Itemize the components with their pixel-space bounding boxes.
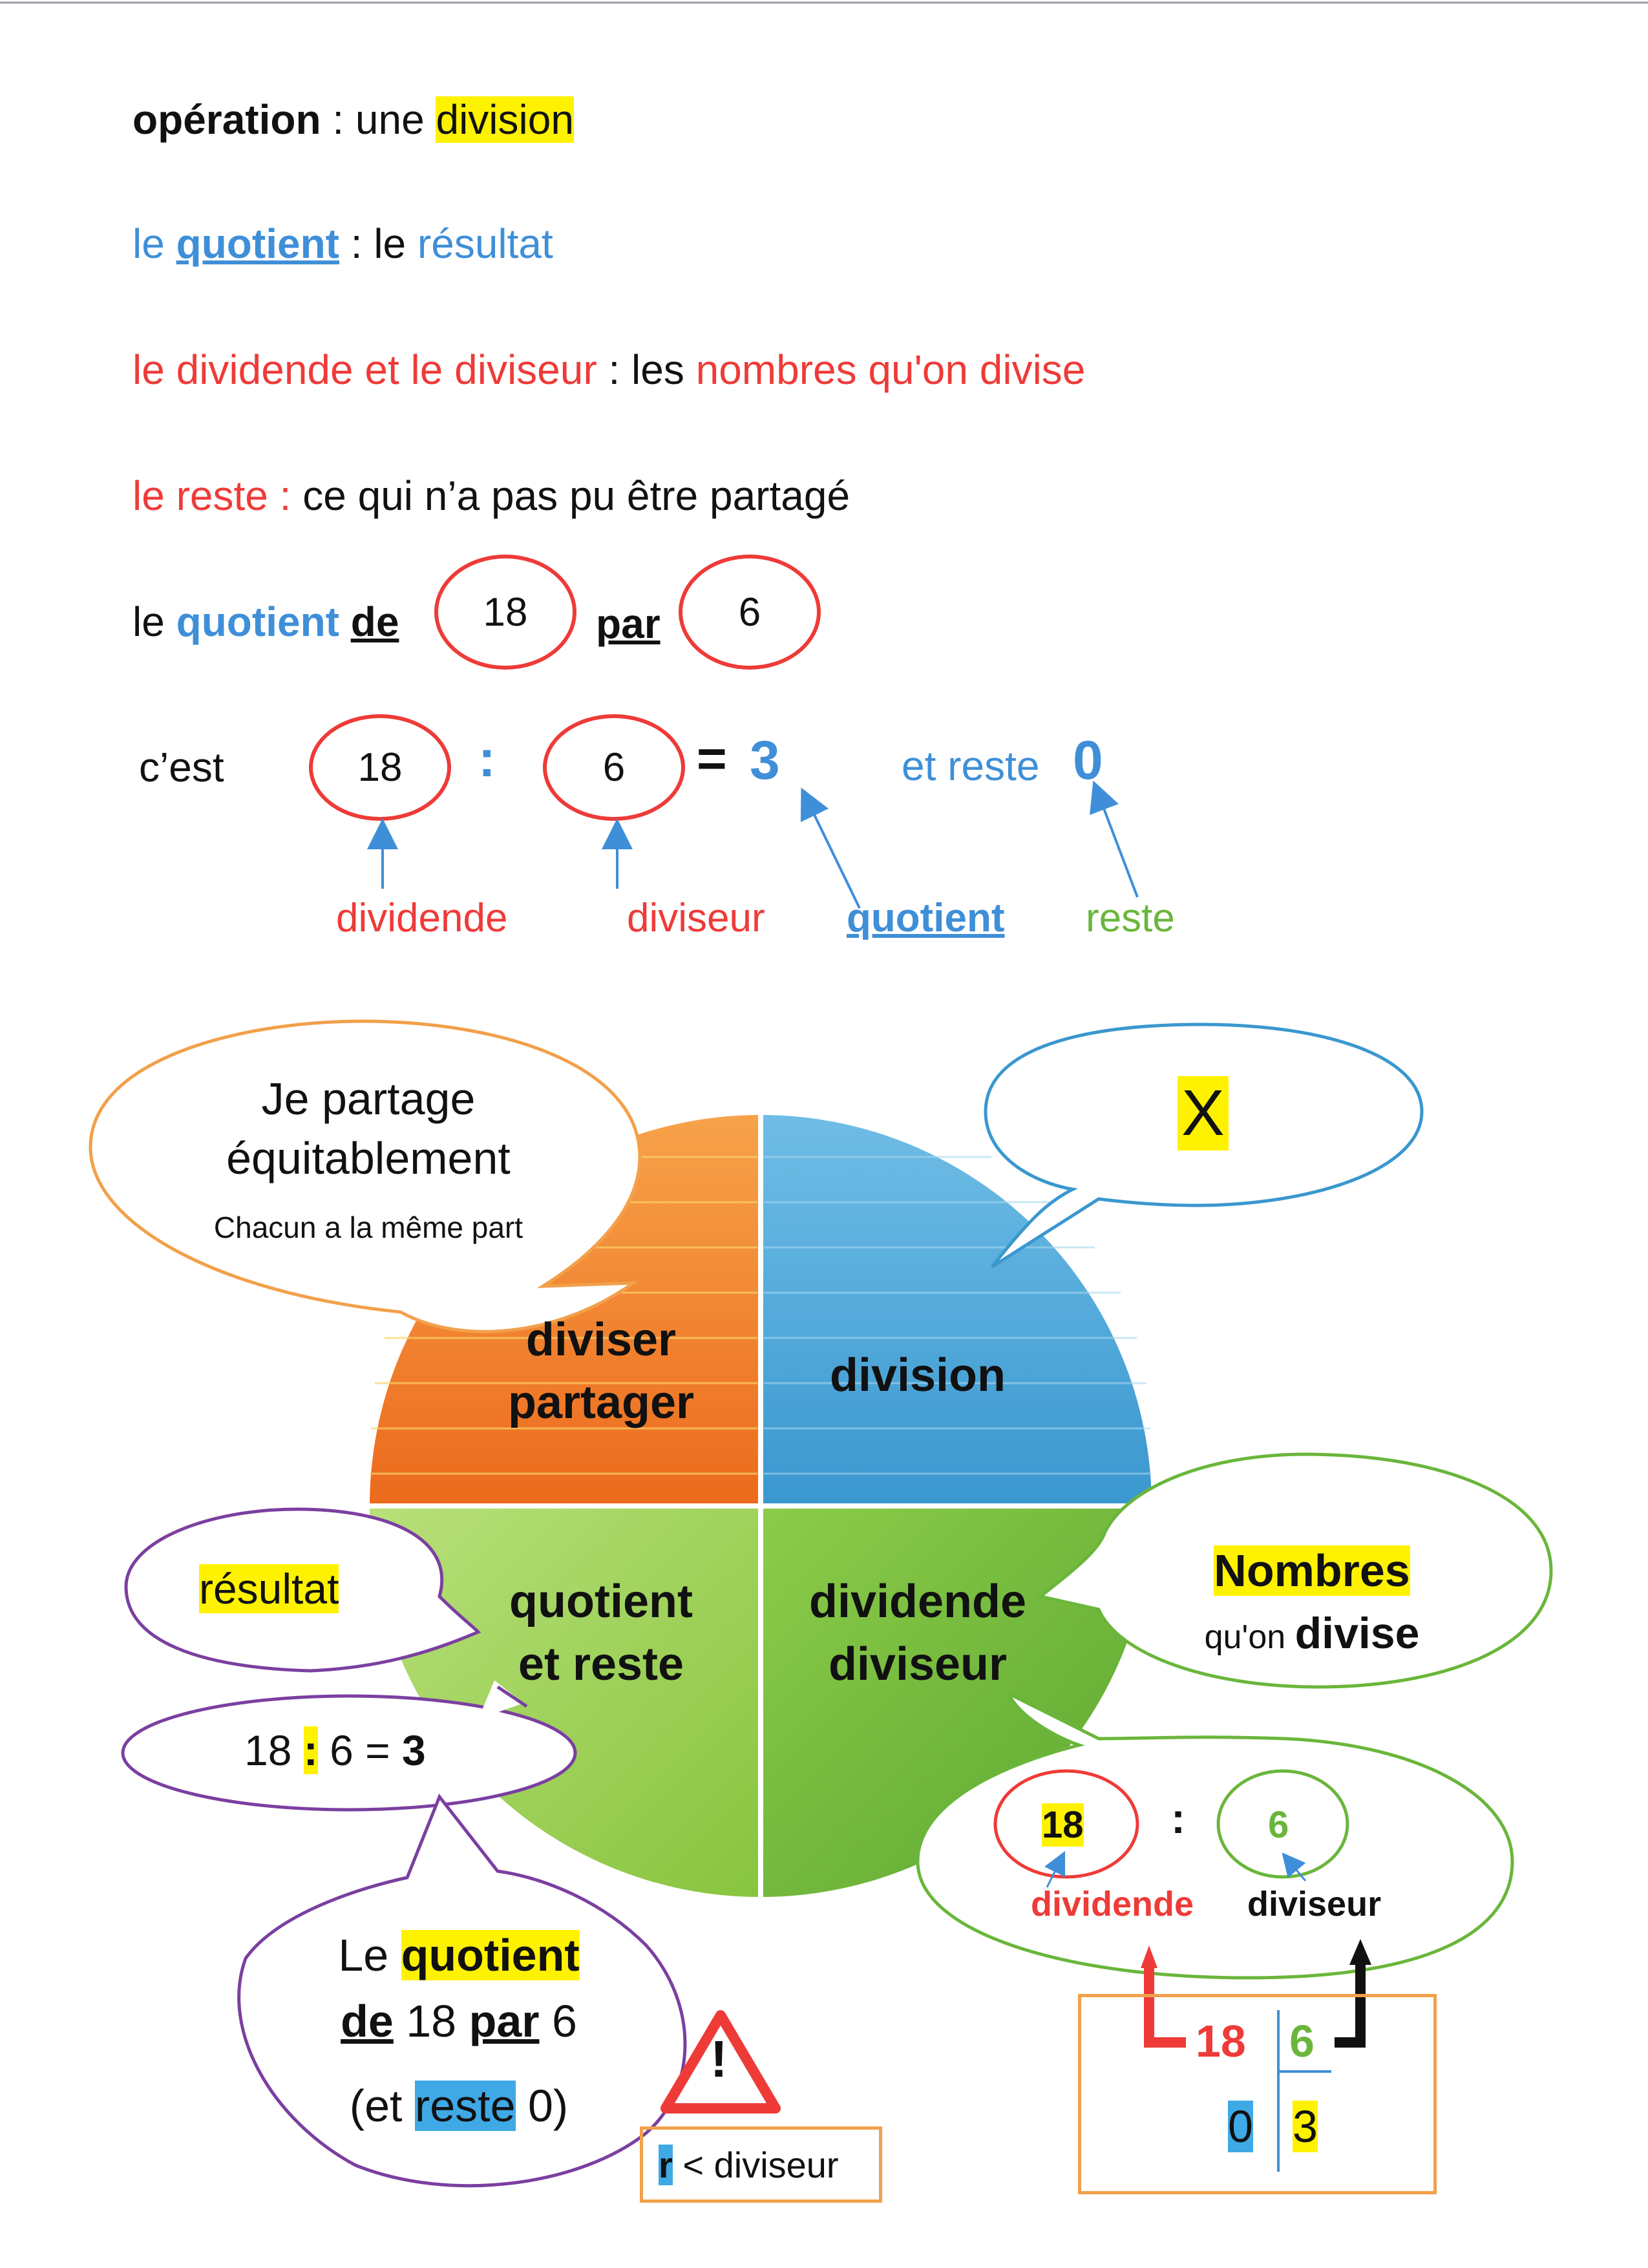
- equation-equals: =: [697, 730, 727, 787]
- qd-le: Le: [338, 1930, 401, 1980]
- qd-reste: reste: [414, 2081, 516, 2131]
- equation-result: 3: [750, 730, 780, 790]
- nombres-line2a: qu'on: [1204, 1618, 1295, 1656]
- bubble-calc-text: [244, 1726, 426, 1775]
- dd-label-dividende: dividende: [1031, 1885, 1194, 1924]
- qd-n2: 6: [539, 1995, 577, 2046]
- phrase-par: par: [596, 600, 660, 647]
- phrase-n2: 6: [738, 589, 761, 635]
- dd-n2: 6: [1268, 1804, 1289, 1846]
- qd-p1: (et: [349, 2081, 415, 2131]
- term-dividende-diviseur: le dividende et le diviseur: [132, 346, 597, 393]
- sep-operation: : une: [321, 96, 436, 143]
- arrow-reste: [1099, 795, 1137, 897]
- term-operation: opération: [132, 96, 321, 143]
- warning-text: [659, 2144, 839, 2186]
- equation-reste-value: 0: [1073, 730, 1103, 790]
- value-reste: ce qui n’a pas pu être partagé: [291, 472, 850, 519]
- long-division-box: [1078, 1994, 1437, 2194]
- wheel-q1-line1: diviser: [525, 1314, 677, 1366]
- value-resultat: résultat: [417, 220, 553, 267]
- wheel-q3-line2: et reste: [518, 1638, 684, 1691]
- warning-box: [640, 2126, 882, 2203]
- nombres-line2b: divise: [1294, 1609, 1420, 1658]
- warning-r: r: [659, 2145, 673, 2185]
- label-diviseur: diviseur: [627, 896, 765, 940]
- nombres-line1: Nombres: [1214, 1545, 1410, 1596]
- bubble-partage-text: [168, 1073, 569, 1245]
- phrase-le: le: [132, 599, 176, 645]
- dd-colon: :: [1171, 1794, 1185, 1842]
- qd-par: par: [469, 1995, 540, 2046]
- calc-c: 3: [402, 1726, 426, 1774]
- qd-de: de: [341, 1995, 394, 2046]
- sep-dividende: : les: [597, 346, 696, 393]
- calc-colon: :: [303, 1726, 318, 1774]
- equation-n2: 6: [602, 745, 626, 790]
- dd-n1: 18: [1042, 1804, 1084, 1846]
- ld-dividend: 18: [1196, 2016, 1246, 2066]
- dd-label-diviseur: diviseur: [1247, 1885, 1382, 1924]
- calc-a: 18: [244, 1726, 304, 1774]
- value-nombres: nombres qu'on divise: [695, 346, 1086, 393]
- calc-b: 6 =: [317, 1726, 402, 1774]
- equation-cest: c’est: [139, 744, 224, 790]
- warning-exclamation: !: [710, 2030, 728, 2088]
- wheel-q4-line2: diviseur: [828, 1638, 1008, 1691]
- quotient-pre: le: [132, 220, 176, 267]
- ld-quotient: 3: [1293, 2101, 1318, 2152]
- warning-rule: < diviseur: [672, 2145, 839, 2185]
- arrow-quotient: [808, 801, 860, 908]
- term-quotient: quotient: [176, 220, 339, 267]
- wheel-q3-line1: quotient: [509, 1576, 693, 1627]
- qd-n1: 18: [393, 1995, 469, 2046]
- wheel-q2-text: division: [829, 1350, 1006, 1401]
- partage-line1: Je partage: [261, 1074, 476, 1124]
- phrase-quotient-word: quotient: [176, 599, 339, 645]
- bubble-x-text: X: [1178, 1076, 1229, 1150]
- ld-remainder: 0: [1228, 2101, 1253, 2152]
- bubble-nombres-text: [1157, 1545, 1467, 1659]
- partage-line3: Chacun a la même part: [213, 1211, 523, 1244]
- value-division: division: [436, 96, 574, 143]
- equation-n1: 18: [357, 745, 403, 790]
- partage-line2: équitablement: [226, 1133, 511, 1183]
- bubble-resultat-text: résultat: [199, 1565, 339, 1613]
- wheel-q1-line2: partager: [507, 1377, 695, 1429]
- wheel-q4-line1: dividende: [808, 1576, 1027, 1627]
- phrase-de: de: [350, 599, 399, 645]
- equation-et-reste: et reste: [902, 743, 1040, 789]
- bubble-quotient-de-text: [271, 1923, 646, 2139]
- sep-quotient: : le: [339, 220, 417, 267]
- label-quotient: quotient: [847, 896, 1005, 940]
- term-reste: le reste :: [132, 472, 291, 519]
- qd-p2: 0): [515, 2081, 569, 2131]
- ld-divisor: 6: [1289, 2016, 1315, 2066]
- qd-quotient: quotient: [401, 1930, 580, 1980]
- wheel-q4-text: [795, 1571, 1041, 1696]
- wheel-q1-text: [478, 1309, 724, 1434]
- label-dividende: dividende: [336, 896, 508, 940]
- equation-colon: :: [478, 730, 496, 787]
- label-reste: reste: [1086, 896, 1175, 940]
- phrase-n1: 18: [483, 589, 528, 635]
- wheel-q3-text: [478, 1571, 724, 1696]
